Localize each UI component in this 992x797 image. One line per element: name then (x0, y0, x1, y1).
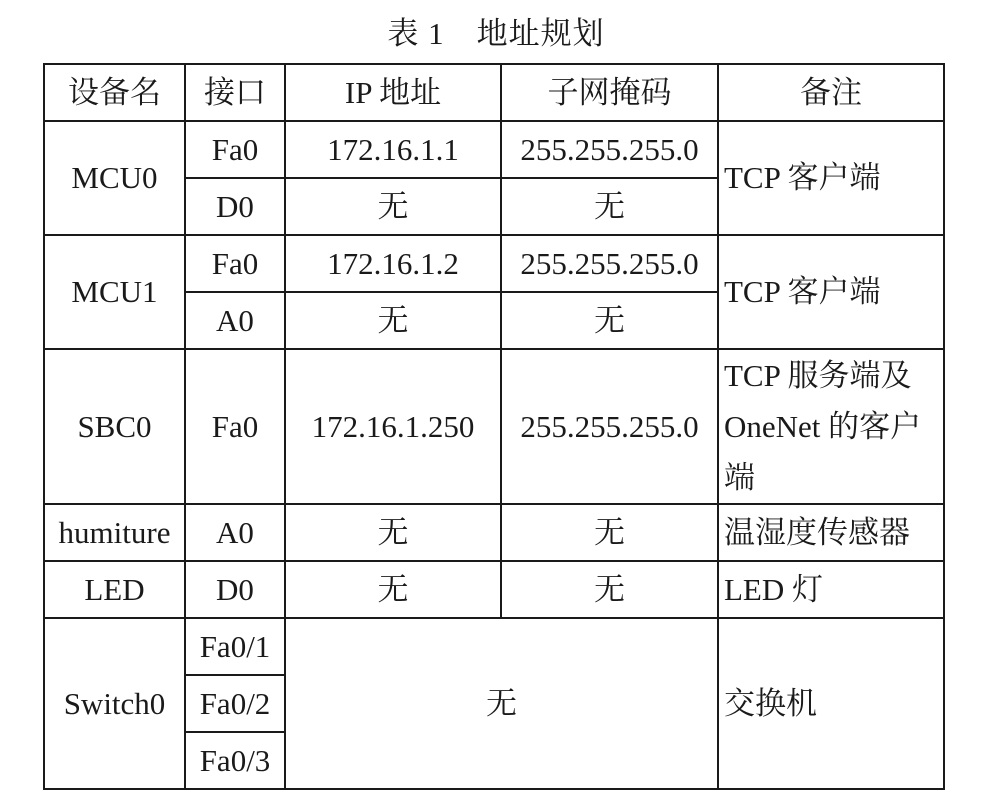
table-row (44, 561, 944, 618)
address-plan-table (43, 63, 945, 790)
mask-cell: 255.255.255.0 (501, 121, 718, 178)
ip-cell: 172.16.1.250 (285, 349, 501, 504)
note-cell: TCP 服务端及 OneNet 的客户端 (718, 349, 944, 504)
ip-cell: 无 (285, 561, 501, 618)
note-cell: TCP 客户端 (718, 121, 944, 235)
header-port: 接口 (185, 64, 285, 121)
mask-cell: 无 (501, 292, 718, 349)
device-cell: humiture (44, 504, 185, 561)
port-cell: D0 (185, 561, 285, 618)
mask-cell: 无 (501, 504, 718, 561)
ip-cell: 172.16.1.1 (285, 121, 501, 178)
port-cell: A0 (185, 292, 285, 349)
port-cell: Fa0/1 (185, 618, 285, 675)
ip-mask-cell: 无 (285, 618, 718, 789)
note-cell: TCP 客户端 (718, 235, 944, 349)
port-cell: Fa0 (185, 121, 285, 178)
table-row (44, 618, 944, 675)
port-cell: D0 (185, 178, 285, 235)
port-cell: A0 (185, 504, 285, 561)
header-note: 备注 (718, 64, 944, 121)
table-row (44, 235, 944, 292)
mask-cell: 无 (501, 178, 718, 235)
table-caption: 表 1 地址规划 (387, 16, 605, 51)
port-cell: Fa0 (185, 235, 285, 292)
table-row (44, 504, 944, 561)
mask-cell: 无 (501, 561, 718, 618)
device-cell: SBC0 (44, 349, 185, 504)
device-cell: LED (44, 561, 185, 618)
device-cell: MCU0 (44, 121, 185, 235)
mask-cell: 255.255.255.0 (501, 349, 718, 504)
table-row (44, 121, 944, 178)
note-cell: 交换机 (718, 618, 944, 789)
port-cell: Fa0/3 (185, 732, 285, 789)
port-cell: Fa0 (185, 349, 285, 504)
header-row (44, 64, 944, 121)
header-ip: IP 地址 (285, 64, 501, 121)
ip-cell: 无 (285, 178, 501, 235)
table-row (44, 349, 944, 504)
note-cell: LED 灯 (718, 561, 944, 618)
port-cell: Fa0/2 (185, 675, 285, 732)
mask-cell: 255.255.255.0 (501, 235, 718, 292)
ip-cell: 无 (285, 292, 501, 349)
ip-cell: 无 (285, 504, 501, 561)
device-cell: Switch0 (44, 618, 185, 789)
device-cell: MCU1 (44, 235, 185, 349)
header-device: 设备名 (44, 64, 185, 121)
note-cell: 温湿度传感器 (718, 504, 944, 561)
header-mask: 子网掩码 (501, 64, 718, 121)
ip-cell: 172.16.1.2 (285, 235, 501, 292)
